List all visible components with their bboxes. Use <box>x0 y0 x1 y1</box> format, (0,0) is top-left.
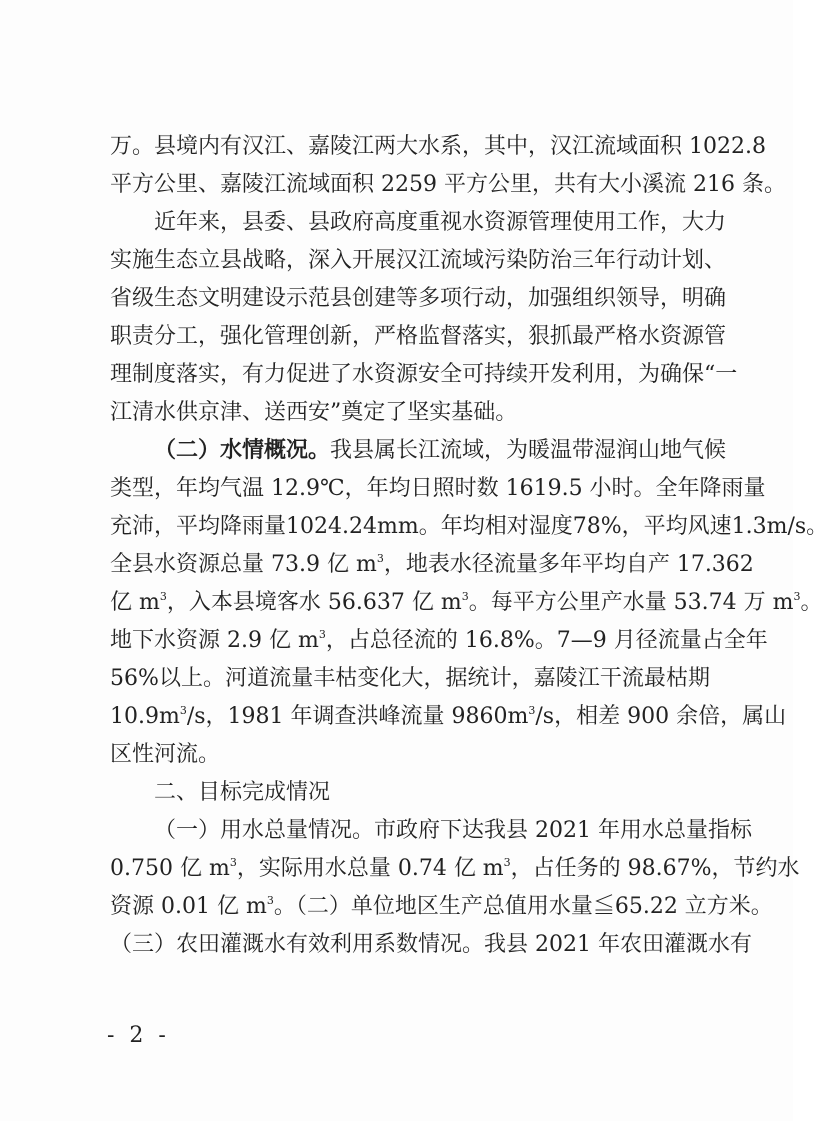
text-run: ，入本县境客水 56.637 亿 m <box>166 590 462 615</box>
text-run: /s，相差 900 余倍，属山 <box>535 704 787 729</box>
text-line <box>110 736 710 774</box>
text-run: /s，1981 年调查洪峰流量 9860m <box>186 704 529 729</box>
text-run: ，地表水径流量多年平均自产 17.362 <box>383 552 754 577</box>
text-run: 江清水供京津、送西安”奠定了坚实基础。 <box>110 400 518 425</box>
text-run: 近年来，县委、县政府高度重视水资源管理使用工作，大力 <box>154 210 727 235</box>
text-line <box>110 394 710 432</box>
text-line <box>110 356 738 394</box>
text-run: 平方公里、嘉陵江流域面积 2259 平方公里，共有大小溪流 216 条。 <box>110 172 786 197</box>
text-run: 充沛，平均降雨量1024.24mm。年均相对湿度78%，平均风速1.3m/s。 <box>110 514 828 539</box>
text-run: ，占任务的 98.67%，节约水 <box>510 856 800 881</box>
superscript: 3 <box>266 894 274 907</box>
superscript: 3 <box>503 856 511 869</box>
text-run: 56%以上。河道流量丰枯变化大，据统计，嘉陵江干流最枯期 <box>110 666 710 691</box>
text-line <box>110 698 787 736</box>
superscript: 3 <box>461 590 469 603</box>
text-run: 。每平方公里产水量 53.74 万 m <box>468 590 794 615</box>
subsection-heading: （二）水情概况。 <box>154 438 331 463</box>
text-run: ，占总径流的 16.8%。7—9 月径流量占全年 <box>325 628 768 653</box>
text-line <box>110 812 752 850</box>
text-run: 10.9m <box>110 704 180 729</box>
text-line <box>110 622 768 660</box>
text-line <box>110 128 766 166</box>
text-run: 全县水资源总量 73.9 亿 m <box>110 552 377 577</box>
section-heading: 二、目标完成情况 <box>154 780 331 805</box>
text-line <box>110 432 727 470</box>
text-line <box>110 546 754 584</box>
text-run: ，实际用水总量 0.74 亿 m <box>236 856 504 881</box>
text-run: 理制度落实，有力促进了水资源安全可持续开发利用，为确保“一 <box>110 362 738 387</box>
superscript: 3 <box>793 590 801 603</box>
text-run: 省级生态文明建设示范县创建等多项行动，加强组织领导，明确 <box>110 286 727 311</box>
superscript: 3 <box>229 856 237 869</box>
text-run: 区性河流。 <box>110 742 221 767</box>
text-line <box>110 888 773 926</box>
text-line <box>110 850 800 888</box>
superscript: 3 <box>376 552 384 565</box>
text-line <box>110 470 766 508</box>
text-run: 0.750 亿 m <box>110 856 230 881</box>
text-run: 类型，年均气温 12.9℃，年均日照时数 1619.5 小时。全年降雨量 <box>110 476 766 501</box>
text-run: 万。县境内有汉江、嘉陵江两大水系，其中，汉江流域面积 1022.8 <box>110 134 766 159</box>
text-run: 地下水资源 2.9 亿 m <box>110 628 319 653</box>
text-line <box>110 774 710 812</box>
text-line <box>110 660 710 698</box>
text-run: 我县属长江流域，为暖温带湿润山地气候 <box>330 438 727 463</box>
text-line <box>110 318 727 356</box>
text-line <box>110 926 752 964</box>
text-run: 职责分工，强化管理创新，严格监督落实，狠抓最严格水资源管 <box>110 324 727 349</box>
text-line <box>110 242 727 280</box>
text-run: 亿 m <box>110 590 160 615</box>
text-run: 实施生态立县战略，深入开展汉江流域污染防治三年行动计划、 <box>110 248 727 273</box>
text-line <box>110 508 828 546</box>
text-run: 。（二）单位地区生产总值用水量≦65.22 立方米。 <box>273 894 773 919</box>
text-line <box>110 280 727 318</box>
text-run: 资源 0.01 亿 m <box>110 894 267 919</box>
superscript: 3 <box>318 628 326 641</box>
superscript: 3 <box>159 590 167 603</box>
superscript: 3 <box>179 704 187 717</box>
superscript: 3 <box>528 704 536 717</box>
text-line <box>110 584 823 622</box>
document-body <box>110 128 828 964</box>
text-run: （一）用水总量情况。市政府下达我县 2021 年用水总量指标 <box>154 818 752 843</box>
text-run: 。 <box>800 590 823 615</box>
text-line <box>110 166 786 204</box>
text-line <box>110 204 727 242</box>
text-run: （三）农田灌溉水有效利用系数情况。我县 2021 年农田灌溉水有 <box>110 932 752 957</box>
page-number: - 2 - <box>107 1023 170 1048</box>
